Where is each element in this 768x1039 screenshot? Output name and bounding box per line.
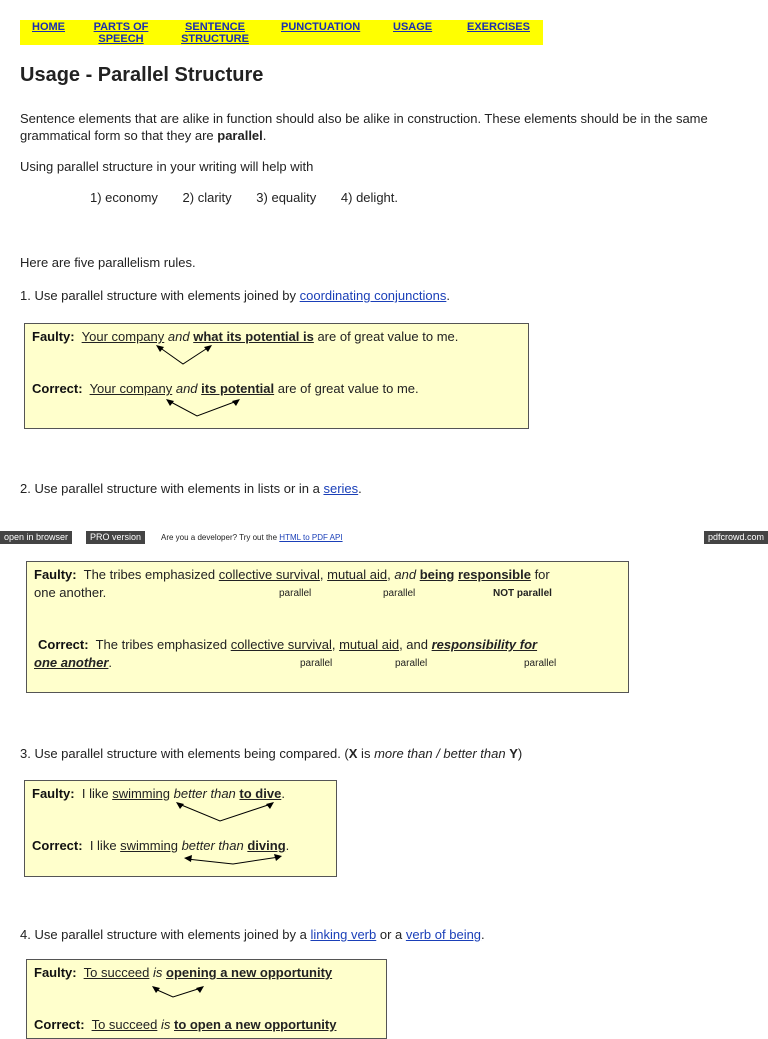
nav-home[interactable]: HOME bbox=[32, 21, 65, 33]
rule-2-faulty: Faulty: The tribes emphasized collective survival, mutual aid, and being responsible for bbox=[34, 567, 550, 582]
open-in-browser-button[interactable]: open in browser bbox=[0, 531, 72, 544]
rule-2-faulty-line2: one another. bbox=[34, 585, 107, 600]
benefits-list bbox=[90, 190, 419, 205]
arrow-icon bbox=[183, 854, 283, 880]
developer-note: Are you a developer? Try out the HTML to PDF API bbox=[161, 533, 343, 542]
arrow-icon bbox=[155, 344, 235, 370]
link-linking-verb[interactable]: linking verb bbox=[310, 927, 377, 942]
parallel-tag: parallel bbox=[300, 658, 333, 669]
benefit-item: 3) equality bbox=[256, 190, 317, 205]
arrow-icon bbox=[165, 398, 245, 424]
rule-4-example-box bbox=[26, 959, 387, 1039]
rule-4-correct: Correct: To succeed is to open a new opportunity bbox=[34, 1017, 337, 1032]
pdfcrowd-bar bbox=[0, 530, 768, 545]
nav-sentence-structure[interactable]: SENTENCE STRUCTURE bbox=[181, 21, 249, 45]
top-nav bbox=[20, 20, 543, 45]
rule-3-faulty: Faulty: I like swimming better than to dive. bbox=[32, 786, 285, 801]
nav-punctuation[interactable]: PUNCTUATION bbox=[281, 21, 361, 33]
rule-3-correct: Correct: I like swimming better than diving. bbox=[32, 838, 290, 853]
rule-4-faulty: Faulty: To succeed is opening a new opportunity bbox=[34, 965, 333, 980]
link-series[interactable]: series bbox=[323, 481, 359, 496]
pdfcrowd-link[interactable]: pdfcrowd.com bbox=[704, 531, 768, 544]
rules-intro: Here are five parallelism rules. bbox=[20, 255, 196, 270]
nav-usage[interactable]: USAGE bbox=[393, 21, 433, 33]
rule-1-example-box bbox=[24, 323, 529, 429]
arrow-icon bbox=[175, 801, 275, 827]
page-title: Usage - Parallel Structure bbox=[20, 64, 264, 86]
parallel-tag: parallel bbox=[395, 658, 428, 669]
link-coordinating-conjunctions[interactable]: coordinating conjunctions bbox=[299, 288, 447, 303]
not-parallel-tag: NOT parallel bbox=[493, 588, 552, 599]
nav-parts-of-speech[interactable]: PARTS OF SPEECH bbox=[93, 21, 149, 45]
link-verb-of-being[interactable]: verb of being bbox=[405, 927, 482, 942]
parallel-tag: parallel bbox=[524, 658, 557, 669]
benefit-item: 2) clarity bbox=[182, 190, 232, 205]
parallel-tag: parallel bbox=[383, 588, 416, 599]
benefit-item: 1) economy bbox=[90, 190, 158, 205]
benefit-item: 4) delight. bbox=[340, 190, 398, 205]
parallel-tag: parallel bbox=[279, 588, 312, 599]
intro-usage: Using parallel structure in your writing will help with bbox=[20, 159, 314, 174]
nav-exercises[interactable]: EXERCISES bbox=[467, 21, 530, 33]
pro-version-button[interactable]: PRO version bbox=[86, 531, 145, 544]
rule-1-faulty: Faulty: Your company and what its potential is are of great value to me. bbox=[32, 329, 459, 344]
rule-3-heading: 3. Use parallel structure with elements being compared. (X is more than / better than Y) bbox=[20, 746, 523, 761]
rule-2-heading: 2. Use parallel structure with elements in lists or in a series. bbox=[20, 481, 362, 496]
rule-3-example-box bbox=[24, 780, 337, 877]
intro-paragraph: Sentence elements that are alike in function should also be alike in construction. These elements should be in the same grammatical form so that they are parallel. bbox=[20, 111, 708, 143]
rule-2-example-box bbox=[26, 561, 629, 693]
rule-1-heading: 1. Use parallel structure with elements joined by coordinating conjunctions. bbox=[20, 288, 450, 303]
rule-2-correct-line2: one another. bbox=[34, 655, 113, 670]
rule-4-heading: 4. Use parallel structure with elements joined by a linking verb or a verb of being. bbox=[20, 927, 485, 942]
rule-1-correct: Correct: Your company and its potential are of great value to me. bbox=[32, 381, 419, 396]
rule-2-correct: Correct: The tribes emphasized collective survival, mutual aid, and responsibility for bbox=[38, 637, 538, 652]
arrow-icon bbox=[151, 985, 211, 1005]
html-to-pdf-link[interactable]: HTML to PDF API bbox=[279, 533, 343, 542]
